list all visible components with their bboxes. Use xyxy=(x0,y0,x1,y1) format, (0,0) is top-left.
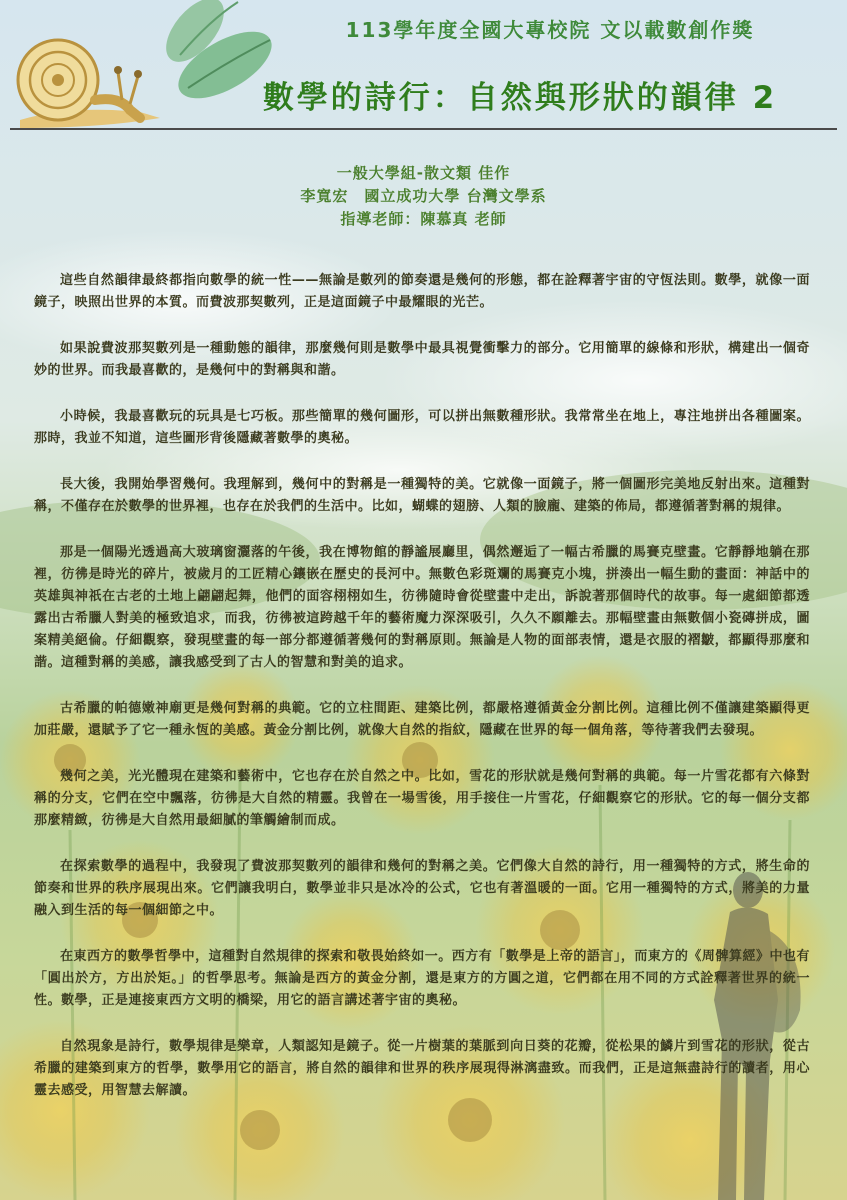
advisor-line: 指導老師：陳慕真 老師 xyxy=(340,210,507,228)
header-divider xyxy=(10,128,837,130)
essay-body xyxy=(34,270,810,1126)
paragraph: 古希臘的帕德嫩神廟更是幾何對稱的典範。它的立柱間距、建築比例，都嚴格遵循黃金分割比例。這種比例不僅讓建築顯得更加莊嚴，還賦予了它一種永恆的美感。黃金分割比例，就像大自然的指紋，隱藏在世界的每一個角落，等待著我們去發現。 xyxy=(34,701,810,738)
paragraph: 長大後，我開始學習幾何。我理解到，幾何中的對稱是一種獨特的美。它就像一面鏡子，將一個圖形完美地反射出來。這種對稱，不僅存在於數學的世界裡，也存在於我們的生活中。比如，蝴蝶的翅膀、人類的臉龐、建築的佈局，都遵循著對稱的規律。 xyxy=(34,477,810,514)
credits-block xyxy=(0,162,847,231)
paragraph: 小時候，我最喜歡玩的玩具是七巧板。那些簡單的幾何圖形，可以拼出無數種形狀。我常常坐在地上，專注地拼出各種圖案。那時，我並不知道，這些圖形背後隱藏著數學的奧秘。 xyxy=(34,409,810,446)
paragraph: 在探索數學的過程中，我發現了費波那契數列的韻律和幾何的對稱之美。它們像大自然的詩行，用一種獨特的方式，將生命的節奏和世界的秩序展現出來。它們讓我明白，數學並非只是冰冷的公式，它也有著溫暖的一面。它用一種獨特的方式，將美的力量融入到生活的每一個細節之中。 xyxy=(34,859,810,918)
paragraph: 幾何之美，光光體現在建築和藝術中，它也存在於自然之中。比如，雪花的形狀就是幾何對稱的典範。每一片雪花都有六條對稱的分支，它們在空中飄落，彷彿是大自然的精靈。我曾在一場雪後，用手接住一片雪花，仔細觀察它的形狀。它的每一個分支都那麼精緻，彷彿是大自然用最細膩的筆觸繪制而成。 xyxy=(34,769,810,828)
award-category: 一般大學組-散文類 佳作 xyxy=(336,164,511,182)
paragraph: 自然現象是詩行，數學規律是樂章，人類認知是鏡子。從一片樹葉的葉脈到向日葵的花瓣，從松果的鱗片到雪花的形狀，從古希臘的建築到東方的哲學，數學用它的語言，將自然的韻律和世界的秩序展現得淋漓盡致。而我們，正是這無盡詩行的讀者，用心靈去感受，用智慧去解讀。 xyxy=(34,1039,810,1098)
event-title: 113學年度全國大專校院 文以載數創作獎 xyxy=(345,18,755,42)
paragraph: 如果說費波那契數列是一種動態的韻律，那麼幾何則是數學中最具視覺衝擊力的部分。它用簡單的線條和形狀，構建出一個奇妙的世界。而我最喜歡的，是幾何中的對稱與和諧。 xyxy=(34,341,810,378)
paragraph: 這些自然韻律最終都指向數學的統一性——無論是數列的節奏還是幾何的形態，都在詮釋著宇宙的守恆法則。數學，就像一面鏡子，映照出世界的本質。而費波那契數列，正是這面鏡子中最耀眼的光芒。 xyxy=(34,273,810,310)
author-line: 李寬宏 國立成功大學 台灣文學系 xyxy=(300,187,547,205)
paragraph: 在東西方的數學哲學中，這種對自然規律的探索和敬畏始終如一。西方有「數學是上帝的語言」，而東方的《周髀算經》中也有「圓出於方，方出於矩。」的哲學思考。無論是西方的黃金分割，還是東方的方圓之道，它們都在用不同的方式詮釋著世界的統一性。數學，正是連接東西方文明的橋梁，用它的語言講述著宇宙的奧秘。 xyxy=(34,949,810,1008)
page-title: 數學的詩行：自然與形狀的韻律 2 xyxy=(262,80,778,116)
paragraph: 那是一個陽光透過高大玻璃窗灑落的午後，我在博物館的靜謐展廳里，偶然邂逅了一幅古希臘的馬賽克壁畫。它靜靜地躺在那裡，彷彿是時光的碎片，被歲月的工匠精心鑲嵌在歷史的長河中。無數色彩斑斕的馬賽克小塊，拼湊出一幅生動的畫面：神話中的英雄與神祇在古老的土地上翩翩起舞，他們的面容栩栩如生，彷彿隨時會從壁畫中走出，訴說著那個時代的故事。每一處細節都透露出古希臘人對美的極致追求，而我，彷彿被這跨越千年的藝術魔力深深吸引，久久不願離去。那幅壁畫由無數個小瓷磚拼成，圖案精美絕倫。仔細觀察，發現壁畫的每一部分都遵循著幾何的對稱原則。無論是人物的面部表情，還是衣服的褶皺，都顯得那麼和諧。這種對稱的美感，讓我感受到了古人的智慧和對美的追求。 xyxy=(34,545,810,670)
